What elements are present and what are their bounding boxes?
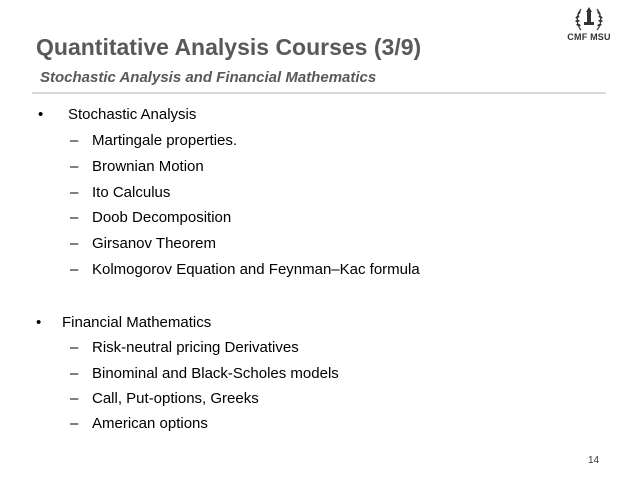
page-number: 14 xyxy=(588,455,600,466)
list-item: American options xyxy=(92,415,208,432)
list-item: Call, Put-options, Greeks xyxy=(92,390,259,407)
section-heading-financial-mathematics: Financial Mathematics xyxy=(62,314,212,331)
list-item: Girsanov Theorem xyxy=(92,235,216,252)
title-divider xyxy=(32,92,606,94)
dash-icon: – xyxy=(70,365,79,382)
list-item: Risk-neutral pricing Derivatives xyxy=(92,339,299,356)
dash-icon: – xyxy=(70,158,79,175)
bullet-icon: • xyxy=(38,106,44,123)
list-item: Kolmogorov Equation and Feynman–Kac formula xyxy=(92,261,420,278)
section-heading-stochastic-analysis: Stochastic Analysis xyxy=(68,106,197,123)
bullet-icon: • xyxy=(36,314,42,331)
list-item: Martingale properties. xyxy=(92,132,238,149)
dash-icon: – xyxy=(70,184,79,201)
logo xyxy=(560,6,618,46)
dash-icon: – xyxy=(70,339,79,356)
slide-subtitle: Stochastic Analysis and Financial Mathematics xyxy=(40,69,377,86)
logo-text: CMF MSU xyxy=(567,32,611,42)
dash-icon: – xyxy=(70,261,79,278)
dash-icon: – xyxy=(70,132,79,149)
slide-title: Quantitative Analysis Courses (3/9) xyxy=(36,34,422,60)
dash-icon: – xyxy=(70,390,79,407)
laurel-emblem-icon xyxy=(573,6,605,32)
dash-icon: – xyxy=(70,209,79,226)
list-item: Brownian Motion xyxy=(92,158,204,175)
list-item: Doob Decomposition xyxy=(92,209,232,226)
dash-icon: – xyxy=(70,235,79,252)
list-item: Binominal and Black-Scholes models xyxy=(92,365,339,382)
list-item: Ito Calculus xyxy=(92,184,171,201)
dash-icon: – xyxy=(70,415,79,432)
